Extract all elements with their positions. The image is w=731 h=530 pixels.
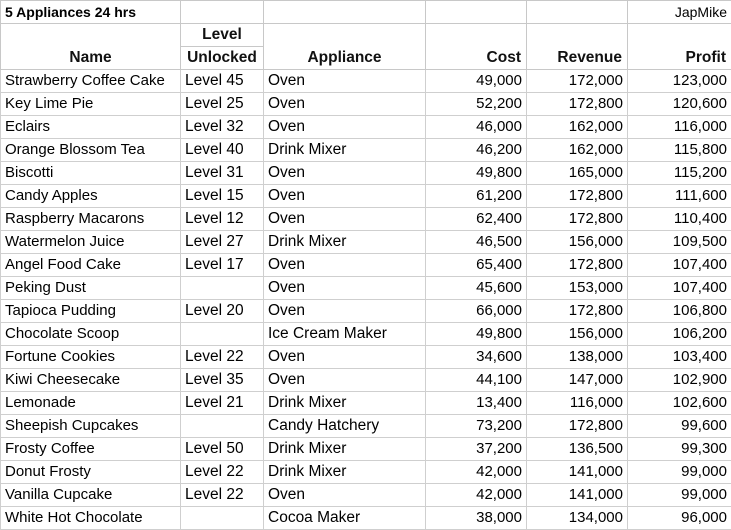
table-row — [1, 70, 731, 93]
cell-level[interactable]: Level 22 — [181, 346, 264, 369]
table-row — [1, 139, 731, 162]
table-row — [1, 461, 731, 484]
cell-profit[interactable]: 106,200 — [628, 323, 731, 346]
cell-cost[interactable]: 62,400 — [426, 208, 527, 231]
cell-name[interactable]: Vanilla Cupcake — [1, 484, 181, 507]
cell-appliance[interactable]: Oven — [264, 185, 426, 208]
cell-revenue[interactable]: 165,000 — [527, 162, 628, 185]
cell-profit[interactable]: 111,600 — [628, 185, 731, 208]
cell-revenue[interactable]: 172,800 — [527, 415, 628, 438]
cell-cost[interactable]: 49,800 — [426, 323, 527, 346]
cell-revenue[interactable]: 162,000 — [527, 139, 628, 162]
header-name[interactable]: Name — [1, 24, 181, 70]
cell-profit[interactable]: 99,000 — [628, 484, 731, 507]
table-row — [1, 300, 731, 323]
table-row — [1, 208, 731, 231]
cell-level[interactable]: Level 12 — [181, 208, 264, 231]
cell-profit[interactable]: 115,800 — [628, 139, 731, 162]
cell-revenue[interactable]: 141,000 — [527, 461, 628, 484]
cell-appliance[interactable]: Oven — [264, 70, 426, 93]
cell-revenue[interactable]: 134,000 — [527, 507, 628, 530]
cell-cost[interactable]: 45,600 — [426, 277, 527, 300]
cell-level[interactable]: Level 50 — [181, 438, 264, 461]
cell-cost[interactable]: 65,400 — [426, 254, 527, 277]
cell-name[interactable]: Key Lime Pie — [1, 93, 181, 116]
cell-profit[interactable]: 109,500 — [628, 231, 731, 254]
cell-appliance[interactable]: Oven — [264, 277, 426, 300]
cell-name[interactable]: Lemonade — [1, 392, 181, 415]
cell-revenue[interactable]: 141,000 — [527, 484, 628, 507]
cell-name[interactable]: Fortune Cookies — [1, 346, 181, 369]
cell-cost[interactable]: 66,000 — [426, 300, 527, 323]
cell-name[interactable]: Watermelon Juice — [1, 231, 181, 254]
cell-profit[interactable]: 102,900 — [628, 369, 731, 392]
cell-profit[interactable]: 106,800 — [628, 300, 731, 323]
cell-level[interactable]: Level 22 — [181, 461, 264, 484]
cell-revenue[interactable]: 156,000 — [527, 231, 628, 254]
table-row — [1, 346, 731, 369]
empty-cell[interactable] — [264, 1, 426, 24]
empty-cell[interactable] — [527, 1, 628, 24]
cell-appliance[interactable]: Drink Mixer — [264, 438, 426, 461]
cell-name[interactable]: Peking Dust — [1, 277, 181, 300]
cell-level[interactable]: Level 22 — [181, 484, 264, 507]
cell-level[interactable]: Level 15 — [181, 185, 264, 208]
cell-name[interactable]: Frosty Coffee — [1, 438, 181, 461]
cell-level[interactable]: Level 35 — [181, 369, 264, 392]
cell-appliance[interactable]: Oven — [264, 93, 426, 116]
cell-revenue[interactable]: 172,800 — [527, 93, 628, 116]
cell-name[interactable]: White Hot Chocolate — [1, 507, 181, 530]
cell-appliance[interactable]: Oven — [264, 369, 426, 392]
cell-revenue[interactable]: 153,000 — [527, 277, 628, 300]
cell-profit[interactable]: 99,000 — [628, 461, 731, 484]
empty-cell[interactable] — [181, 1, 264, 24]
cell-profit[interactable]: 116,000 — [628, 116, 731, 139]
cell-level[interactable]: Level 27 — [181, 231, 264, 254]
cell-revenue[interactable]: 147,000 — [527, 369, 628, 392]
table-row — [1, 369, 731, 392]
cell-profit[interactable]: 96,000 — [628, 507, 731, 530]
cell-revenue[interactable]: 136,500 — [527, 438, 628, 461]
cell-level[interactable]: Level 32 — [181, 116, 264, 139]
cell-cost[interactable]: 34,600 — [426, 346, 527, 369]
cell-revenue[interactable]: 172,800 — [527, 208, 628, 231]
header-cost[interactable]: Cost — [426, 24, 527, 70]
cell-cost[interactable]: 61,200 — [426, 185, 527, 208]
cell-profit[interactable]: 123,000 — [628, 70, 731, 93]
cell-cost[interactable]: 42,000 — [426, 484, 527, 507]
cell-cost[interactable]: 37,200 — [426, 438, 527, 461]
cell-name[interactable]: Candy Apples — [1, 185, 181, 208]
cell-profit[interactable]: 110,400 — [628, 208, 731, 231]
cell-cost[interactable]: 38,000 — [426, 507, 527, 530]
cell-name[interactable]: Kiwi Cheesecake — [1, 369, 181, 392]
cell-level[interactable]: Level 21 — [181, 392, 264, 415]
cell-revenue[interactable]: 138,000 — [527, 346, 628, 369]
cell-level[interactable]: Level 45 — [181, 70, 264, 93]
table-row — [1, 277, 731, 300]
table-row — [1, 323, 731, 346]
cell-revenue[interactable]: 162,000 — [527, 116, 628, 139]
cell-profit[interactable]: 107,400 — [628, 254, 731, 277]
cell-name[interactable]: Biscotti — [1, 162, 181, 185]
cell-name[interactable]: Eclairs — [1, 116, 181, 139]
cell-level[interactable]: Level 31 — [181, 162, 264, 185]
cell-profit[interactable]: 102,600 — [628, 392, 731, 415]
table-row — [1, 507, 731, 530]
cell-cost[interactable]: 46,500 — [426, 231, 527, 254]
table-row — [1, 484, 731, 507]
title-row — [1, 1, 731, 24]
cell-revenue[interactable]: 172,800 — [527, 185, 628, 208]
cell-level[interactable]: Level 20 — [181, 300, 264, 323]
cell-name[interactable]: Tapioca Pudding — [1, 300, 181, 323]
header-row-1 — [1, 24, 731, 47]
cell-profit[interactable]: 120,600 — [628, 93, 731, 116]
header-profit[interactable]: Profit — [628, 24, 731, 70]
cell-appliance[interactable]: Oven — [264, 208, 426, 231]
cell-appliance[interactable]: Drink Mixer — [264, 231, 426, 254]
table-row — [1, 93, 731, 116]
cell-cost[interactable]: 13,400 — [426, 392, 527, 415]
table-row — [1, 116, 731, 139]
header-level-top[interactable]: Level — [181, 24, 264, 47]
cell-revenue[interactable]: 116,000 — [527, 392, 628, 415]
cell-cost[interactable]: 46,200 — [426, 139, 527, 162]
cell-revenue[interactable]: 172,800 — [527, 254, 628, 277]
cell-level[interactable]: Level 25 — [181, 93, 264, 116]
cell-appliance[interactable]: Oven — [264, 162, 426, 185]
cell-level[interactable] — [181, 507, 264, 530]
cell-level[interactable] — [181, 415, 264, 438]
cell-name[interactable]: Donut Frosty — [1, 461, 181, 484]
cell-profit[interactable]: 103,400 — [628, 346, 731, 369]
cell-revenue[interactable]: 172,000 — [527, 70, 628, 93]
cell-cost[interactable]: 49,000 — [426, 70, 527, 93]
cell-appliance[interactable]: Ice Cream Maker — [264, 323, 426, 346]
cell-name[interactable]: Sheepish Cupcakes — [1, 415, 181, 438]
empty-cell[interactable] — [426, 1, 527, 24]
header-revenue[interactable]: Revenue — [527, 24, 628, 70]
cell-appliance[interactable]: Oven — [264, 346, 426, 369]
cell-revenue[interactable]: 172,800 — [527, 300, 628, 323]
cell-profit[interactable]: 115,200 — [628, 162, 731, 185]
cell-profit[interactable]: 107,400 — [628, 277, 731, 300]
table-row — [1, 415, 731, 438]
table-row — [1, 231, 731, 254]
cell-level[interactable] — [181, 277, 264, 300]
cell-cost[interactable]: 49,800 — [426, 162, 527, 185]
table-row — [1, 162, 731, 185]
cell-profit[interactable]: 99,600 — [628, 415, 731, 438]
cell-cost[interactable]: 52,200 — [426, 93, 527, 116]
author-cell[interactable]: JapMike — [628, 1, 731, 24]
cell-level[interactable]: Level 17 — [181, 254, 264, 277]
cell-name[interactable]: Raspberry Macarons — [1, 208, 181, 231]
cell-revenue[interactable]: 156,000 — [527, 323, 628, 346]
header-appliance[interactable]: Appliance — [264, 24, 426, 70]
cell-level[interactable] — [181, 323, 264, 346]
cell-appliance[interactable]: Drink Mixer — [264, 392, 426, 415]
cell-appliance[interactable]: Oven — [264, 116, 426, 139]
cell-level[interactable]: Level 40 — [181, 139, 264, 162]
cell-cost[interactable]: 46,000 — [426, 116, 527, 139]
header-level-bottom[interactable]: Unlocked — [181, 47, 264, 70]
cell-cost[interactable]: 73,200 — [426, 415, 527, 438]
cell-appliance[interactable]: Drink Mixer — [264, 461, 426, 484]
cell-name[interactable]: Orange Blossom Tea — [1, 139, 181, 162]
cell-cost[interactable]: 44,100 — [426, 369, 527, 392]
cell-name[interactable]: Angel Food Cake — [1, 254, 181, 277]
cell-appliance[interactable]: Oven — [264, 300, 426, 323]
table-row — [1, 392, 731, 415]
cell-appliance[interactable]: Cocoa Maker — [264, 507, 426, 530]
data-rows — [1, 70, 731, 530]
table-row — [1, 185, 731, 208]
cell-appliance[interactable]: Oven — [264, 484, 426, 507]
cell-appliance[interactable]: Oven — [264, 254, 426, 277]
cell-profit[interactable]: 99,300 — [628, 438, 731, 461]
cell-cost[interactable]: 42,000 — [426, 461, 527, 484]
table-row — [1, 254, 731, 277]
table-row — [1, 438, 731, 461]
sheet-title-cell[interactable]: 5 Appliances 24 hrs — [1, 1, 181, 24]
cell-appliance[interactable]: Drink Mixer — [264, 139, 426, 162]
cell-name[interactable]: Strawberry Coffee Cake — [1, 70, 181, 93]
cell-appliance[interactable]: Candy Hatchery — [264, 415, 426, 438]
cell-name[interactable]: Chocolate Scoop — [1, 323, 181, 346]
